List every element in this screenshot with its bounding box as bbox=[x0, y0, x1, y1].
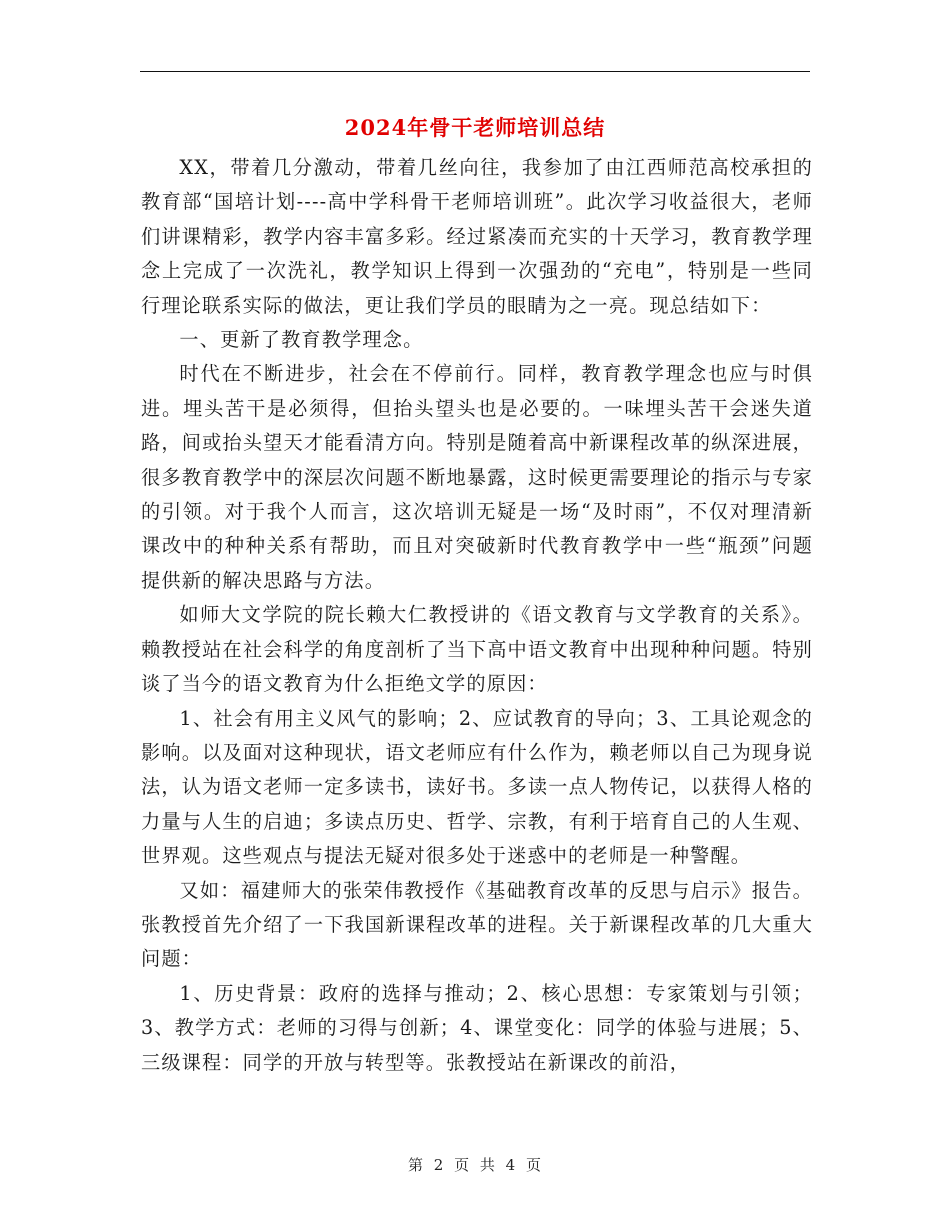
header-rule bbox=[140, 71, 810, 72]
paragraph-reform-issues: 1、历史背景：政府的选择与推动；2、核心思想：专家策划与引领；3、教学方式：老师的习得与创新；4、课堂变化：同学的体验与进展；5、三级课程：同学的开放与转型等。张教授站在新课改的前沿， bbox=[141, 981, 813, 1074]
paragraph-lai-lecture: 如师大文学院的院长赖大仁教授讲的《语文教育与文学教育的关系》。赖教授站在社会科学的角度剖析了当下高中语文教育中出现种种问题。特别谈了当今的语文教育为什么拒绝文学的原因： bbox=[141, 603, 813, 696]
paragraph-zhang-report: 又如：福建师大的张荣伟教授作《基础教育改革的反思与启示》报告。张教授首先介绍了一下我国新课程改革的进程。关于新课程改革的几大重大问题： bbox=[141, 878, 813, 971]
paragraph-reasons: 1、社会有用主义风气的影响；2、应试教育的导向；3、工具论观念的影响。以及面对这种现状，语文老师应有什么作为，赖老师以自己为现身说法，认为语文老师一定多读书，读好书。多读一点人物传记，以获得人格的力量与人生的启迪；多读点历史、哲学、宗教，有利于培育自己的人生观、世界观。这些观点与提法无疑对很多处于迷惑中的老师是一种警醒。 bbox=[141, 706, 813, 868]
paragraph-times: 时代在不断进步，社会在不停前行。同样，教育教学理念也应与时俱进。埋头苦干是必须得，但抬头望头也是必要的。一味埋头苦干会迷失道路，间或抬头望天才能看清方向。特别是随着高中新课程改革的纵深进展，很多教育教学中的深层次问题不断地暴露，这时候更需要理论的指示与专家的引领。对于我个人而言，这次培训无疑是一场“及时雨”，不仅对理清新课改中的种种关系有帮助，而且对突破新时代教育教学中一些“瓶颈”问题提供新的解决思路与方法。 bbox=[141, 362, 813, 592]
page-number-footer: 第 2 页 共 4 页 bbox=[408, 1156, 542, 1174]
document-body bbox=[141, 151, 813, 1080]
document-title: 2024年骨干老师培训总结 bbox=[344, 115, 606, 140]
paragraph-section-heading: 一、更新了教育教学理念。 bbox=[179, 328, 424, 352]
paragraph-intro: XX，带着几分激动，带着几丝向往，我参加了由江西师范高校承担的教育部“国培计划----高中学科骨干老师培训班”。此次学习收益很大，老师们讲课精彩，教学内容丰富多彩。经过紧凑而充实的十天学习，教育教学理念上完成了一次洗礼，教学知识上得到一次强劲的“充电”，特别是一些同行理论联系实际的做法，更让我们学员的眼睛为之一亮。现总结如下： bbox=[141, 156, 813, 317]
